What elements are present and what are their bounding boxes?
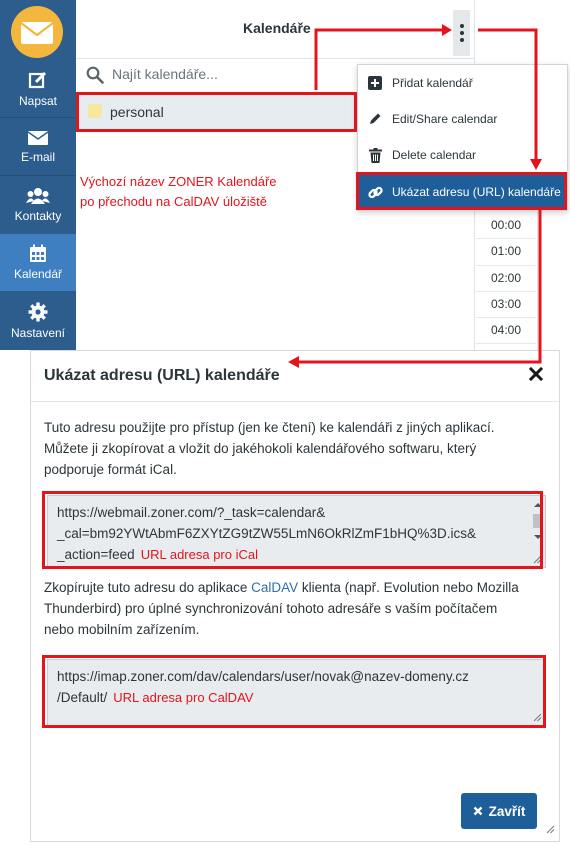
search-input[interactable]: Najít kalendáře... xyxy=(112,66,218,82)
close-icon[interactable] xyxy=(529,367,543,381)
plus-square-icon xyxy=(368,76,382,90)
text-segment: klienta (např. Evolution nebo Mozilla xyxy=(298,580,519,595)
sidebar-item-label: Kalendář xyxy=(13,267,63,281)
caldav-link[interactable]: CalDAV xyxy=(251,580,299,595)
caldav-description xyxy=(44,577,519,640)
sidebar-item-label: Kontakty xyxy=(14,208,62,223)
url-line: _action=feed xyxy=(57,547,135,562)
text-line: Můžete ji zkopírovat a vložit do jakéhokoli kalendářového softwaru, který xyxy=(44,441,477,456)
gear-icon xyxy=(28,302,48,322)
url-line: https://imap.zoner.com/dav/calendars/user/novak@nazev-domeny.cz xyxy=(57,669,469,684)
annotation-line: po přechodu na CalDAV úložiště xyxy=(80,194,267,209)
trash-icon xyxy=(369,148,382,163)
sidebar-item-label: E-mail xyxy=(20,149,55,164)
sidebar-item-label: Nastavení xyxy=(10,325,66,340)
annotation-box-ical xyxy=(42,491,543,569)
close-button-label: Zavřít xyxy=(488,803,526,819)
menu-item-delete[interactable] xyxy=(358,137,567,173)
resize-grip-icon[interactable] xyxy=(545,824,555,834)
dialog-title: Ukázat adresu (URL) kalendáře xyxy=(44,367,280,384)
text-line: podporuje formát iCal. xyxy=(44,462,177,477)
calendar-name: personal xyxy=(110,104,164,120)
annotation-line: Výchozí název ZONER Kalendáře xyxy=(80,174,277,189)
dot xyxy=(460,38,464,42)
pencil-icon xyxy=(368,112,382,126)
close-icon xyxy=(473,806,483,816)
calendar-icon xyxy=(29,244,47,263)
text-line: nebo mobilním zařízením. xyxy=(44,622,200,637)
search-icon xyxy=(86,66,104,84)
sidebar-item-email[interactable] xyxy=(0,118,76,175)
menu-item-edit-share[interactable] xyxy=(358,101,567,137)
time-slot: 00:00 xyxy=(476,213,536,239)
sidebar xyxy=(0,0,76,350)
sidebar-item-label: Napsat xyxy=(18,93,58,108)
grid-line xyxy=(537,200,538,350)
menu-item-label: Delete calendar xyxy=(392,148,477,162)
dialog-header xyxy=(31,351,559,402)
time-column xyxy=(476,213,536,371)
url-line: _cal=bm92YWtAbmF6ZXYtZG9tZW55LmN6OkRlZmF1bHQ%3D.ics& xyxy=(57,526,476,541)
menu-item-label: Edit/Share calendar xyxy=(392,112,498,126)
text-line: Thunderbird) pro úplné synchronizování tohoto adresáře s vaším počítačem xyxy=(44,601,498,616)
sidebar-item-settings[interactable] xyxy=(0,292,76,349)
contacts-icon xyxy=(26,187,50,205)
text-line: Tuto adresu použijte pro přístup (jen ke čtení) ke kalendáři z jiných aplikací. xyxy=(44,420,495,435)
close-button[interactable] xyxy=(461,793,537,829)
envelope-logo-icon xyxy=(20,19,54,45)
menu-item-label: Ukázat adresu (URL) kalendáře xyxy=(392,185,561,199)
envelope-icon xyxy=(28,130,48,146)
page-title: Kalendáře xyxy=(243,20,311,36)
sidebar-item-compose[interactable] xyxy=(0,60,76,117)
sidebar-item-calendar[interactable] xyxy=(0,234,76,291)
url-line: https://webmail.zoner.com/?_task=calendar& xyxy=(57,505,326,520)
calendars-header xyxy=(76,0,474,59)
calendar-options-menu-button[interactable] xyxy=(453,10,470,56)
time-slot: 02:00 xyxy=(476,266,536,292)
compose-icon xyxy=(28,70,48,90)
calendar-url-dialog xyxy=(30,350,560,842)
dot xyxy=(460,31,464,35)
menu-item-label: Přidat kalendář xyxy=(392,76,473,90)
sidebar-item-contacts[interactable] xyxy=(0,176,76,233)
annotation-default-calendar-name xyxy=(80,172,340,212)
annotation-ical-url: URL adresa pro iCal xyxy=(140,547,258,562)
logo[interactable] xyxy=(11,6,63,58)
annotation-box-calendar xyxy=(76,92,357,132)
dot xyxy=(460,24,464,28)
text-segment: Zkopírujte tuto adresu do aplikace xyxy=(44,580,252,595)
annotation-caldav-url: URL adresa pro CalDAV xyxy=(113,690,254,705)
time-slot: 01:00 xyxy=(476,239,536,265)
time-slot: 03:00 xyxy=(476,292,536,318)
dialog-intro-text xyxy=(44,417,494,480)
menu-item-add-calendar[interactable] xyxy=(358,65,567,101)
url-line: /Default/ xyxy=(57,690,108,705)
calendar-search[interactable] xyxy=(76,58,366,92)
annotation-box-menu-item xyxy=(356,172,567,210)
time-slot: 04:00 xyxy=(476,318,536,344)
annotation-box-caldav xyxy=(42,655,546,728)
